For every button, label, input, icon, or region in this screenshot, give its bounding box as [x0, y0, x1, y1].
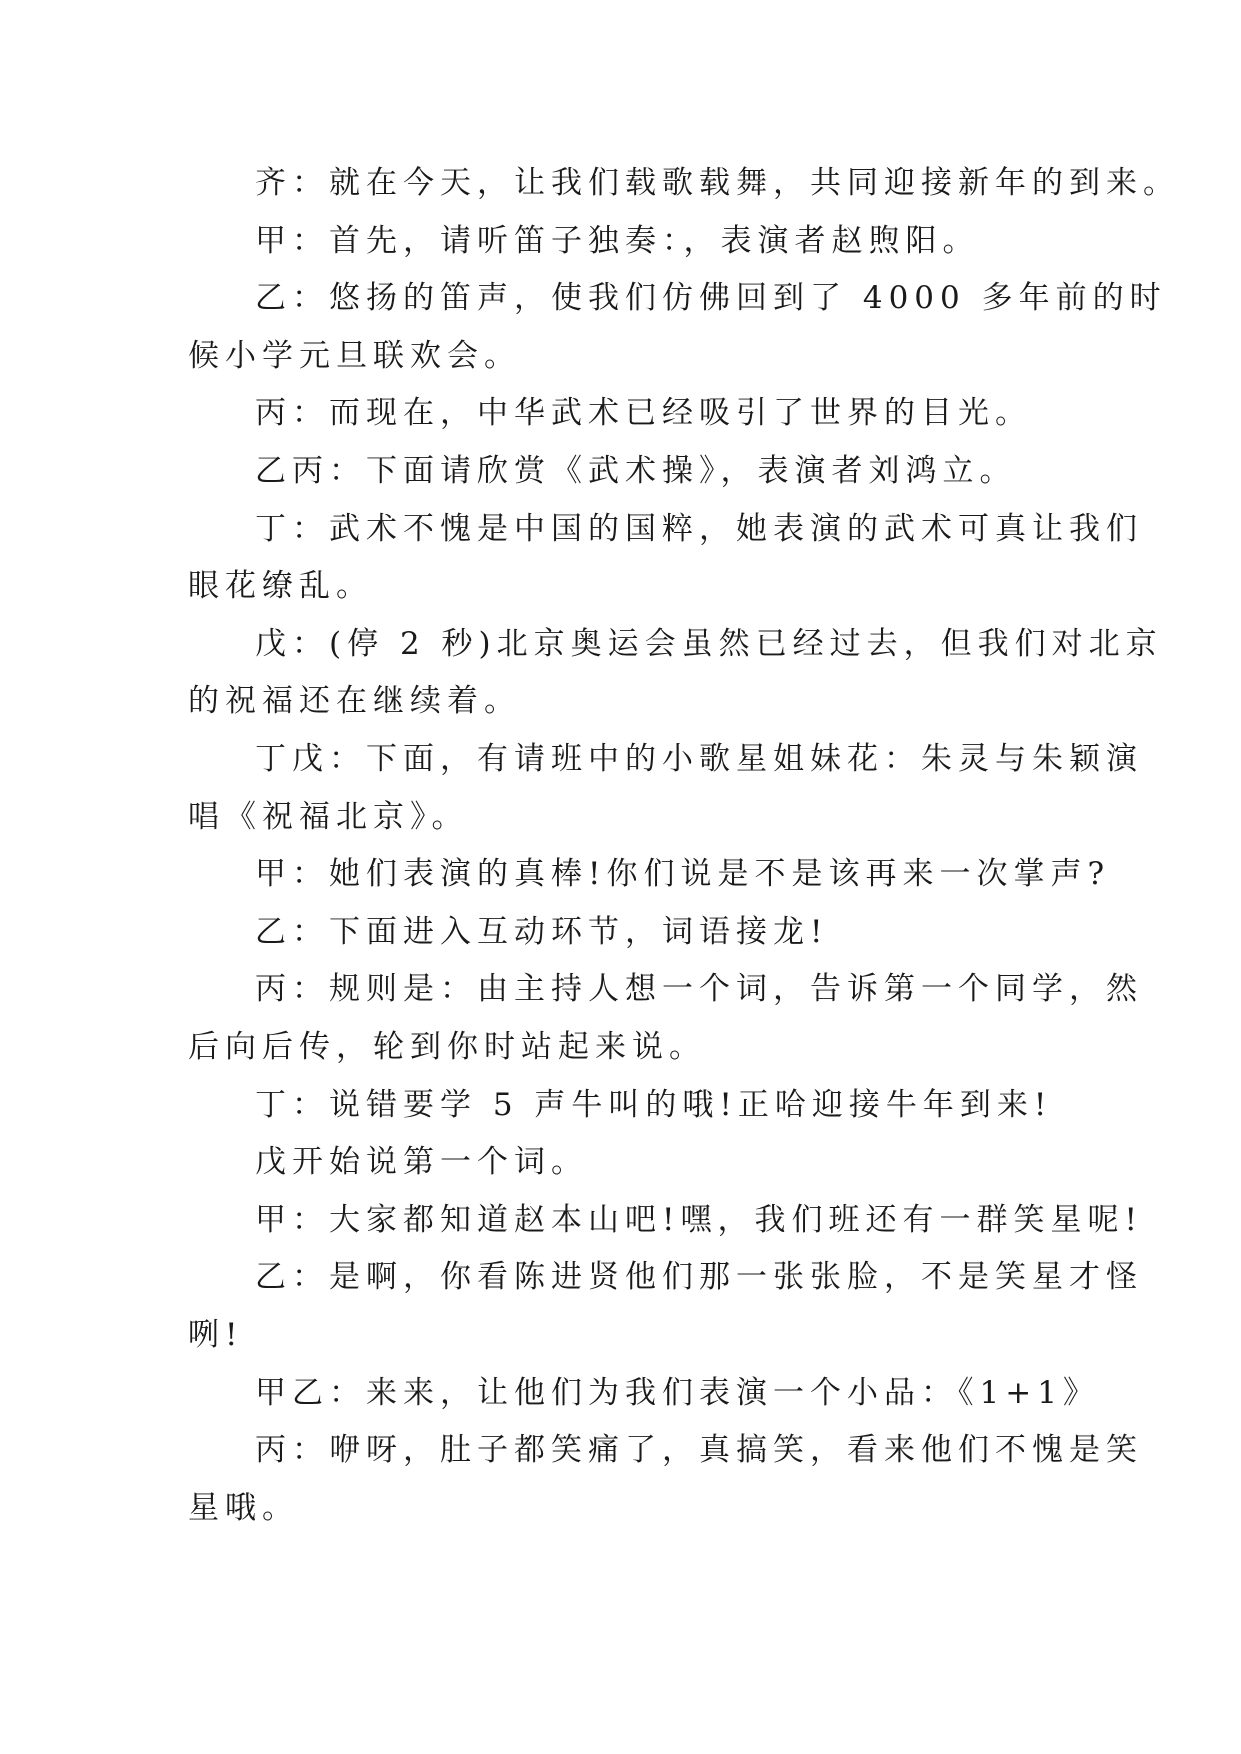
text-line: 乙：悠扬的笛声，使我们仿佛回到了 4000 多年前的时 [255, 280, 1167, 316]
text-line: 丙：咿呀，肚子都笑痛了，真搞笑，看来他们不愧是笑 [255, 1432, 1143, 1468]
text-line: 齐：就在今天，让我们载歌载舞，共同迎接新年的到来。 [255, 165, 1180, 201]
text-line: 戊开始说第一个词。 [255, 1144, 588, 1180]
text-line: 戊：(停 2 秒)北京奥运会虽然已经过去，但我们对北京 [255, 626, 1163, 662]
text-line: 后向后传，轮到你时站起来说。 [188, 1029, 706, 1065]
text-line: 眼花缭乱。 [188, 568, 373, 604]
text-line: 乙：下面进入互动环节，词语接龙! [255, 914, 829, 950]
text-line: 甲：大家都知道赵本山吧!嘿，我们班还有一群笑星呢! [255, 1202, 1143, 1238]
text-line: 唱《祝福北京》。 [188, 799, 469, 835]
text-line: 甲：她们表演的真棒!你们说是不是该再来一次掌声? [255, 856, 1111, 892]
text-line: 丁：说错要学 5 声牛叫的哦!正哈迎接牛年到来! [255, 1087, 1053, 1123]
text-line: 乙丙：下面请欣赏《武术操》，表演者刘鸿立。 [255, 453, 1017, 489]
text-line: 星哦。 [188, 1490, 299, 1526]
text-line: 甲乙：来来，让他们为我们表演一个小品：《1+1》 [255, 1375, 1100, 1411]
text-line: 候小学元旦联欢会。 [188, 338, 521, 374]
text-line: 的祝福还在继续着。 [188, 683, 521, 719]
text-line: 咧! [188, 1317, 244, 1353]
text-line: 丙：规则是：由主持人想一个词，告诉第一个同学，然 [255, 971, 1143, 1007]
text-line: 乙：是啊，你看陈进贤他们那一张张脸，不是笑星才怪 [255, 1259, 1143, 1295]
text-line: 丁：武术不愧是中国的国粹，她表演的武术可真让我们 [255, 511, 1143, 547]
text-line: 甲：首先，请听笛子独奏：，表演者赵煦阳。 [255, 223, 980, 259]
text-line: 丙：而现在，中华武术已经吸引了世界的目光。 [255, 395, 1032, 431]
text-line: 丁戊：下面，有请班中的小歌星姐妹花：朱灵与朱颖演 [255, 741, 1143, 777]
